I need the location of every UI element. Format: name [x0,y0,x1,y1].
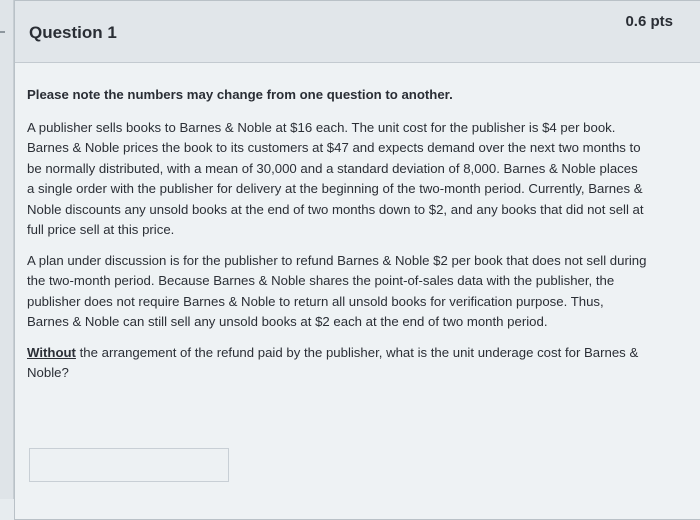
prompt-text: the arrangement of the refund paid by the publisher, what is the unit underage cost for Barnes & Noble? [27,344,639,380]
answer-input[interactable] [29,448,229,482]
prompt-emphasis: Without [27,344,76,360]
question-points: 0.6 pts [625,13,673,30]
question-paragraph-1: A publisher sells books to Barnes & Noble at $16 each. The unit cost for the publisher is $4 per book. Barnes & Noble prices the book to its customers at $47 and expects demand over the next two months to be normally distributed, with a mean of 30,000 and a standard deviation of 8,000. Barnes & Noble places a single order with the publisher for delivery at the beginning of the two-month period. Currently, Barnes & Noble discounts any unsold books at the end of two months down to $2, and any books that did not sell at full price sell at this price. [27,119,644,237]
question-prompt [27,343,647,384]
question-paragraph-2: A plan under discussion is for the publisher to refund Barnes & Noble $2 per book that does not sell during the two-month period. Because Barnes & Noble shares the point-of-sales data with the publisher, the publisher does not require Barnes & Noble to return all unsold books for verification purpose. Thus, Barnes & Noble can still sell any unsold books at $2 each at the end of two month period. [27,252,647,329]
question-body [27,85,647,394]
question-header [15,1,700,63]
edge-marker [0,31,5,33]
question-title: Question 1 [29,23,117,42]
left-panel-edge [0,0,14,499]
question-note: Please note the numbers may change from one question to another. [27,87,453,102]
question-card [14,0,700,520]
